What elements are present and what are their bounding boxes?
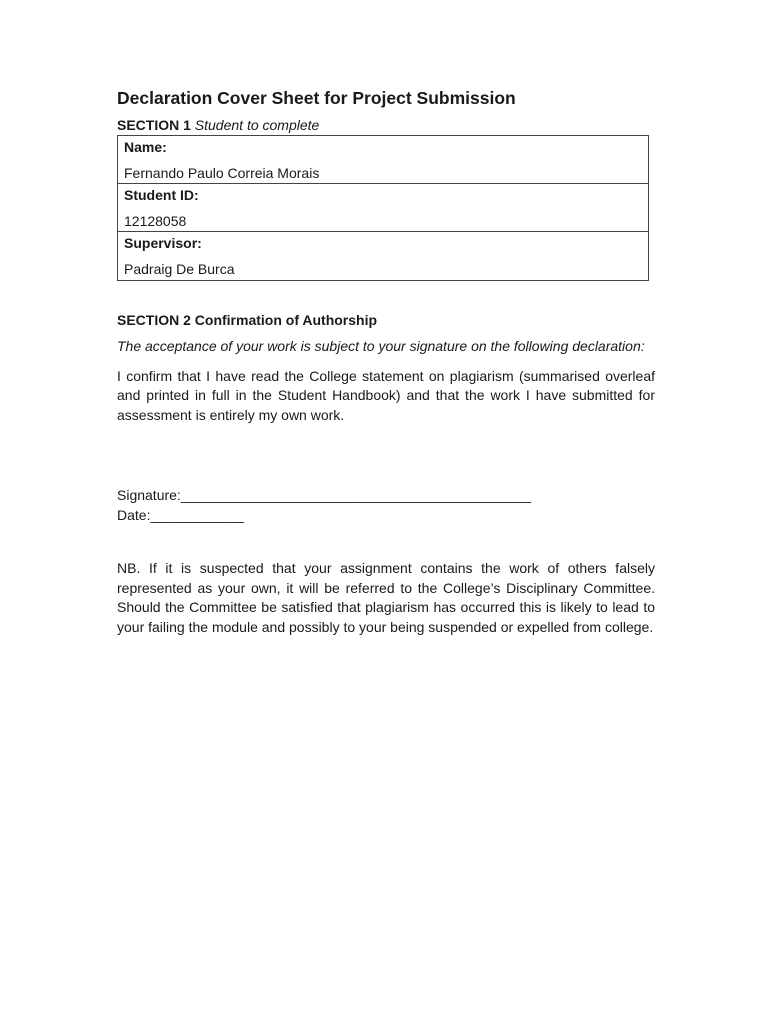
section1-heading: [117, 116, 655, 134]
supervisor-label: Supervisor:: [124, 235, 202, 251]
section2-heading: SECTION 2 Confirmation of Authorship: [117, 312, 378, 328]
date-line: Date:____________: [117, 506, 244, 523]
name-label: Name:: [124, 139, 167, 155]
section1-label: SECTION 1: [117, 117, 191, 133]
supervisor-value: Padraig De Burca: [124, 261, 235, 277]
section1-note: Student to complete: [194, 117, 320, 133]
student-id-cell: [118, 184, 648, 232]
student-info-table: [117, 135, 649, 281]
document-title: Declaration Cover Sheet for Project Submission: [117, 88, 516, 108]
student-id-value: 12128058: [124, 213, 187, 229]
name-value: Fernando Paulo Correia Morais: [124, 165, 320, 181]
nb-note: NB. If it is suspected that your assignment contains the work of others falsely represented as your own, it will be referred to the College’s Disciplinary Committee. Should the Committee be satisfied that plagiarism has occurred this is likely to lead to your failing the module and possibly to your being suspended or expelled from college.: [117, 560, 655, 635]
signature-block: [117, 486, 655, 525]
supervisor-cell: [118, 232, 648, 280]
confirmation-text: I confirm that I have read the College statement on plagiarism (summarised overleaf and printed in full in the Student Handbook) and that the work I have submitted for assessment is entirely my own work.: [117, 367, 655, 423]
signature-line: Signature:_____________________________________________: [117, 487, 532, 503]
name-cell: [118, 136, 648, 184]
student-id-label: Student ID:: [124, 187, 199, 203]
acceptance-text: The acceptance of your work is subject to your signature on the following declaration:: [117, 338, 645, 354]
document-page: [117, 86, 655, 637]
